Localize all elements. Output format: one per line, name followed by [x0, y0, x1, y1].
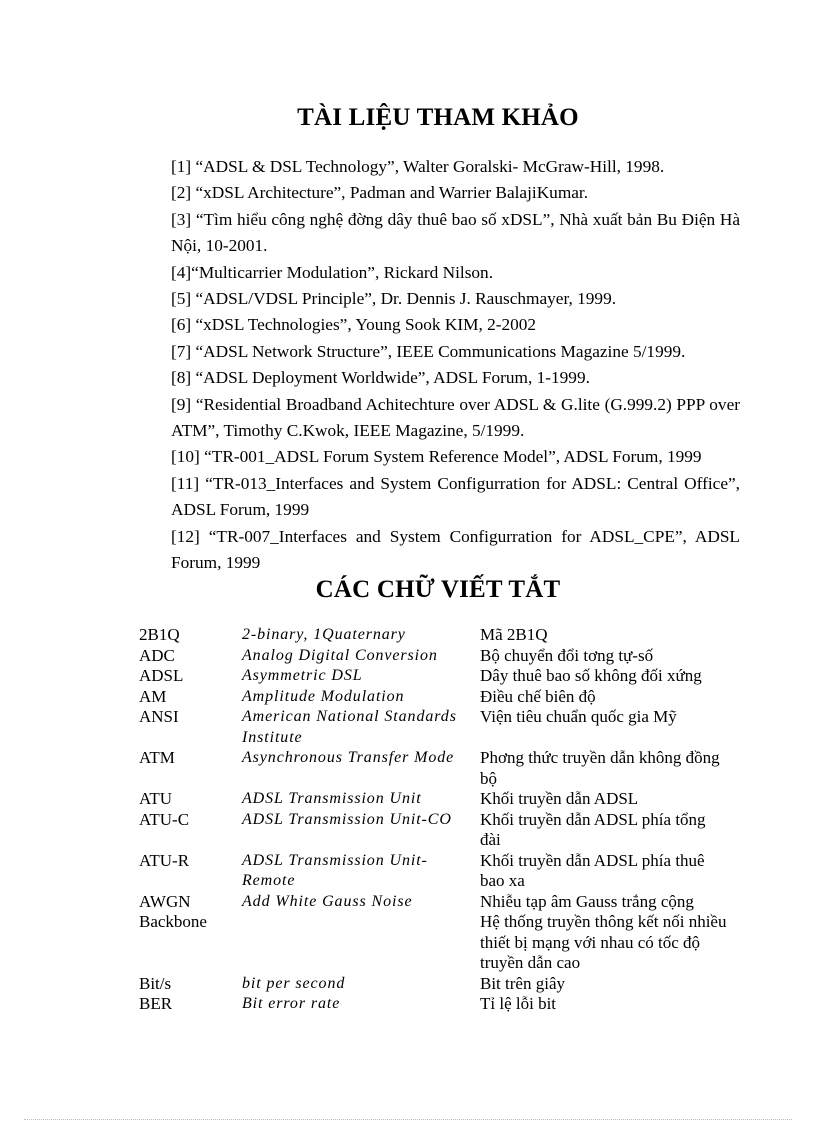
- reference-item: [2] “xDSL Architecture”, Padman and Warrier BalajiKumar.: [171, 183, 589, 203]
- reference-item: [6] “xDSL Technologies”, Young Sook KIM, 2-2002: [171, 315, 537, 335]
- abbreviation-meaning: Viện tiêu chuẩn quốc gia Mỹ: [480, 707, 677, 726]
- abbreviation-term: ADC: [139, 645, 175, 665]
- abbreviation-row: [139, 789, 730, 810]
- reference-list: [171, 154, 740, 577]
- abbreviation-term: ANSI: [139, 707, 179, 726]
- abbreviation-expansion: Asymmetric DSL: [242, 667, 363, 684]
- abbreviation-expansion: ADSL Transmission Unit-Remote: [242, 851, 428, 889]
- abbreviation-row: [139, 646, 730, 667]
- abbreviation-term: ATU: [139, 789, 173, 808]
- abbreviations-heading: CÁC CHỮ VIẾT TẮT: [315, 576, 561, 603]
- reference-item: [11] “TR-013_Interfaces and System Configurration for ADSL: Central Office”, ADSL Forum, 1999: [171, 473, 740, 520]
- abbreviation-meaning: Tỉ lệ lỗi bit: [480, 994, 557, 1013]
- abbreviation-term: Backbone: [139, 912, 207, 931]
- reference-item: [1] “ADSL & DSL Technology”, Walter Goralski- McGraw-Hill, 1998.: [171, 157, 665, 176]
- abbreviation-row: [139, 625, 730, 646]
- abbreviation-expansion: American National Standards Institute: [242, 708, 457, 746]
- abbreviation-row: [139, 707, 730, 748]
- abbreviation-expansion: ADSL Transmission Unit-CO: [242, 810, 452, 828]
- abbreviation-expansion: ADSL Transmission Unit: [242, 790, 422, 807]
- abbreviation-term: 2B1Q: [139, 625, 180, 644]
- abbreviation-term: Bit/s: [139, 973, 172, 993]
- abbreviation-meaning: Nhiễu tạp âm Gauss trắng cộng: [480, 891, 694, 911]
- abbreviation-expansion: [242, 912, 480, 974]
- abbreviation-term: ATU-R: [139, 850, 190, 870]
- abbreviation-meaning: Bit trên giây: [480, 973, 565, 993]
- abbreviation-meaning: Mã 2B1Q: [480, 625, 548, 644]
- abbreviation-meaning: Khối truyền dẫn ADSL phía tổng đài: [480, 809, 706, 849]
- abbreviation-term: ADSL: [139, 666, 184, 685]
- reference-item: [7] “ADSL Network Structure”, IEEE Communications Magazine 5/1999.: [171, 341, 686, 361]
- abbreviation-row: [139, 810, 730, 851]
- reference-item: [4]“Multicarrier Modulation”, Rickard Nilson.: [171, 262, 494, 282]
- abbreviation-row: [139, 912, 730, 974]
- abbreviation-meaning: Điều chế biên độ: [480, 686, 596, 706]
- page-footer-divider: [24, 1119, 792, 1120]
- abbreviation-row: [139, 892, 730, 913]
- reference-item: [8] “ADSL Deployment Worldwide”, ADSL Forum, 1-1999.: [171, 368, 590, 388]
- abbreviations-table: [139, 625, 730, 1015]
- abbreviation-expansion: Add White Gauss Noise: [242, 892, 413, 910]
- abbreviation-expansion: Asynchronous Transfer Mode: [242, 749, 455, 766]
- abbreviation-expansion: Analog Digital Conversion: [242, 646, 438, 664]
- reference-item: [10] “TR-001_ADSL Forum System Reference Model”, ADSL Forum, 1999: [171, 447, 702, 467]
- abbreviation-term: ATU-C: [139, 809, 190, 829]
- abbreviation-expansion: Amplitude Modulation: [242, 687, 405, 705]
- abbreviation-term: ATM: [139, 748, 175, 767]
- abbreviation-expansion: 2-binary, 1Quaternary: [242, 626, 406, 643]
- abbreviation-row: [139, 666, 730, 687]
- reference-item: [5] “ADSL/VDSL Principle”, Dr. Dennis J. Rauschmayer, 1999.: [171, 289, 617, 309]
- abbreviation-meaning: Dây thuê bao số không đối xứng: [480, 666, 702, 685]
- abbreviation-meaning: Khối truyền dẫn ADSL: [480, 789, 639, 808]
- reference-item: [9] “Residential Broadband Achitechture over ADSL & G.lite (G.999.2) PPP over ATM”, Timothy C.Kwok, IEEE Magazine, 5/1999.: [171, 394, 740, 441]
- abbreviation-meaning: Phơng thức truyền dẫn không đồng bộ: [480, 748, 720, 788]
- abbreviation-row: [139, 687, 730, 708]
- reference-item: [3] “Tìm hiểu công nghệ đờng dây thuê bao số xDSL”, Nhà xuất bản Bu Điện Hà Nội, 10-2001.: [171, 209, 740, 256]
- abbreviation-term: BER: [139, 994, 173, 1013]
- abbreviation-term: AM: [139, 686, 167, 706]
- abbreviation-expansion: Bit error rate: [242, 995, 341, 1012]
- abbreviation-meaning: Hệ thống truyền thông kết nối nhiều thiết bị mạng với nhau có tốc độ truyền dẫn cao: [480, 912, 727, 972]
- abbreviation-expansion: bit per second: [242, 974, 346, 992]
- abbreviation-row: [139, 748, 730, 789]
- abbreviation-row: [139, 851, 730, 892]
- references-heading: TÀI LIỆU THAM KHẢO: [297, 104, 579, 131]
- reference-item: [12] “TR-007_Interfaces and System Configurration for ADSL_CPE”, ADSL Forum, 1999: [171, 526, 740, 573]
- abbreviation-term: AWGN: [139, 891, 191, 911]
- abbreviation-row: [139, 994, 730, 1015]
- abbreviation-meaning: Bộ chuyển đổi tơng tự-số: [480, 645, 654, 665]
- abbreviation-row: [139, 974, 730, 995]
- abbreviation-meaning: Khối truyền dẫn ADSL phía thuê bao xa: [480, 850, 705, 890]
